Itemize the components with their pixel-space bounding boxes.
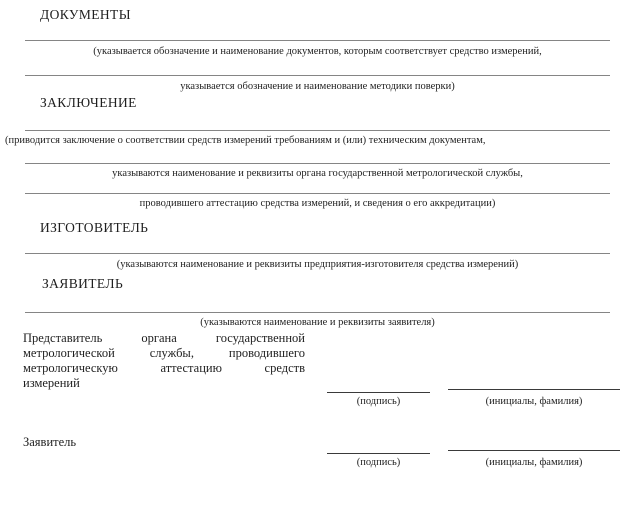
name-caption: (инициалы, фамилия) [485,457,583,468]
section-heading-manufacturer: ИЗГОТОВИТЕЛЬ [40,220,149,235]
blank-fill-line [25,130,610,131]
blank-fill-line [25,75,610,76]
field-caption-manufacturer-1: (указываются наименование и реквизиты предприятия-изготовителя средства измерений) [116,259,519,270]
signature-caption: (подпись) [356,396,401,407]
representative-label-line: метрологическую аттестацию средств [23,361,305,375]
field-caption-conclusion-2: указываются наименование и реквизиты органа государственной метрологической службы, [112,168,523,179]
blank-fill-line [25,193,610,194]
section-heading-applicant: ЗАЯВИТЕЛЬ [42,276,124,291]
section-heading-conclusion: ЗАКЛЮЧЕНИЕ [40,95,137,110]
field-caption-conclusion-1: (приводится заключение о соответствии средств измерений требованиям и (или) техническим документам, [5,135,486,146]
representative-label-line: метрологической службы, проводившего [23,346,305,360]
section-heading-documents: ДОКУМЕНТЫ [40,7,131,22]
signature-caption: (подпись) [356,457,401,468]
field-caption-documents-1: (указывается обозначение и наименование документов, которым соответствует средство измерений, [93,46,542,57]
representative-name-line [448,389,620,390]
representative-signature-line [327,392,430,393]
applicant-name-line [448,450,620,451]
applicant-label: Заявитель [23,435,77,449]
blank-fill-line [25,312,610,313]
field-caption-documents-2: указывается обозначение и наименование методики поверки) [180,81,455,92]
name-caption: (инициалы, фамилия) [485,396,583,407]
representative-label-line: измерений [23,376,80,390]
blank-fill-line [25,40,610,41]
blank-fill-line [25,163,610,164]
field-caption-applicant-1: (указываются наименование и реквизиты заявителя) [200,317,435,328]
applicant-signature-line [327,453,430,454]
blank-fill-line [25,253,610,254]
representative-label [23,331,305,391]
representative-label-line: Представитель органа государственной [23,331,305,345]
field-caption-conclusion-3: проводившего аттестацию средства измерений, и сведения о его аккредитации) [139,198,496,209]
